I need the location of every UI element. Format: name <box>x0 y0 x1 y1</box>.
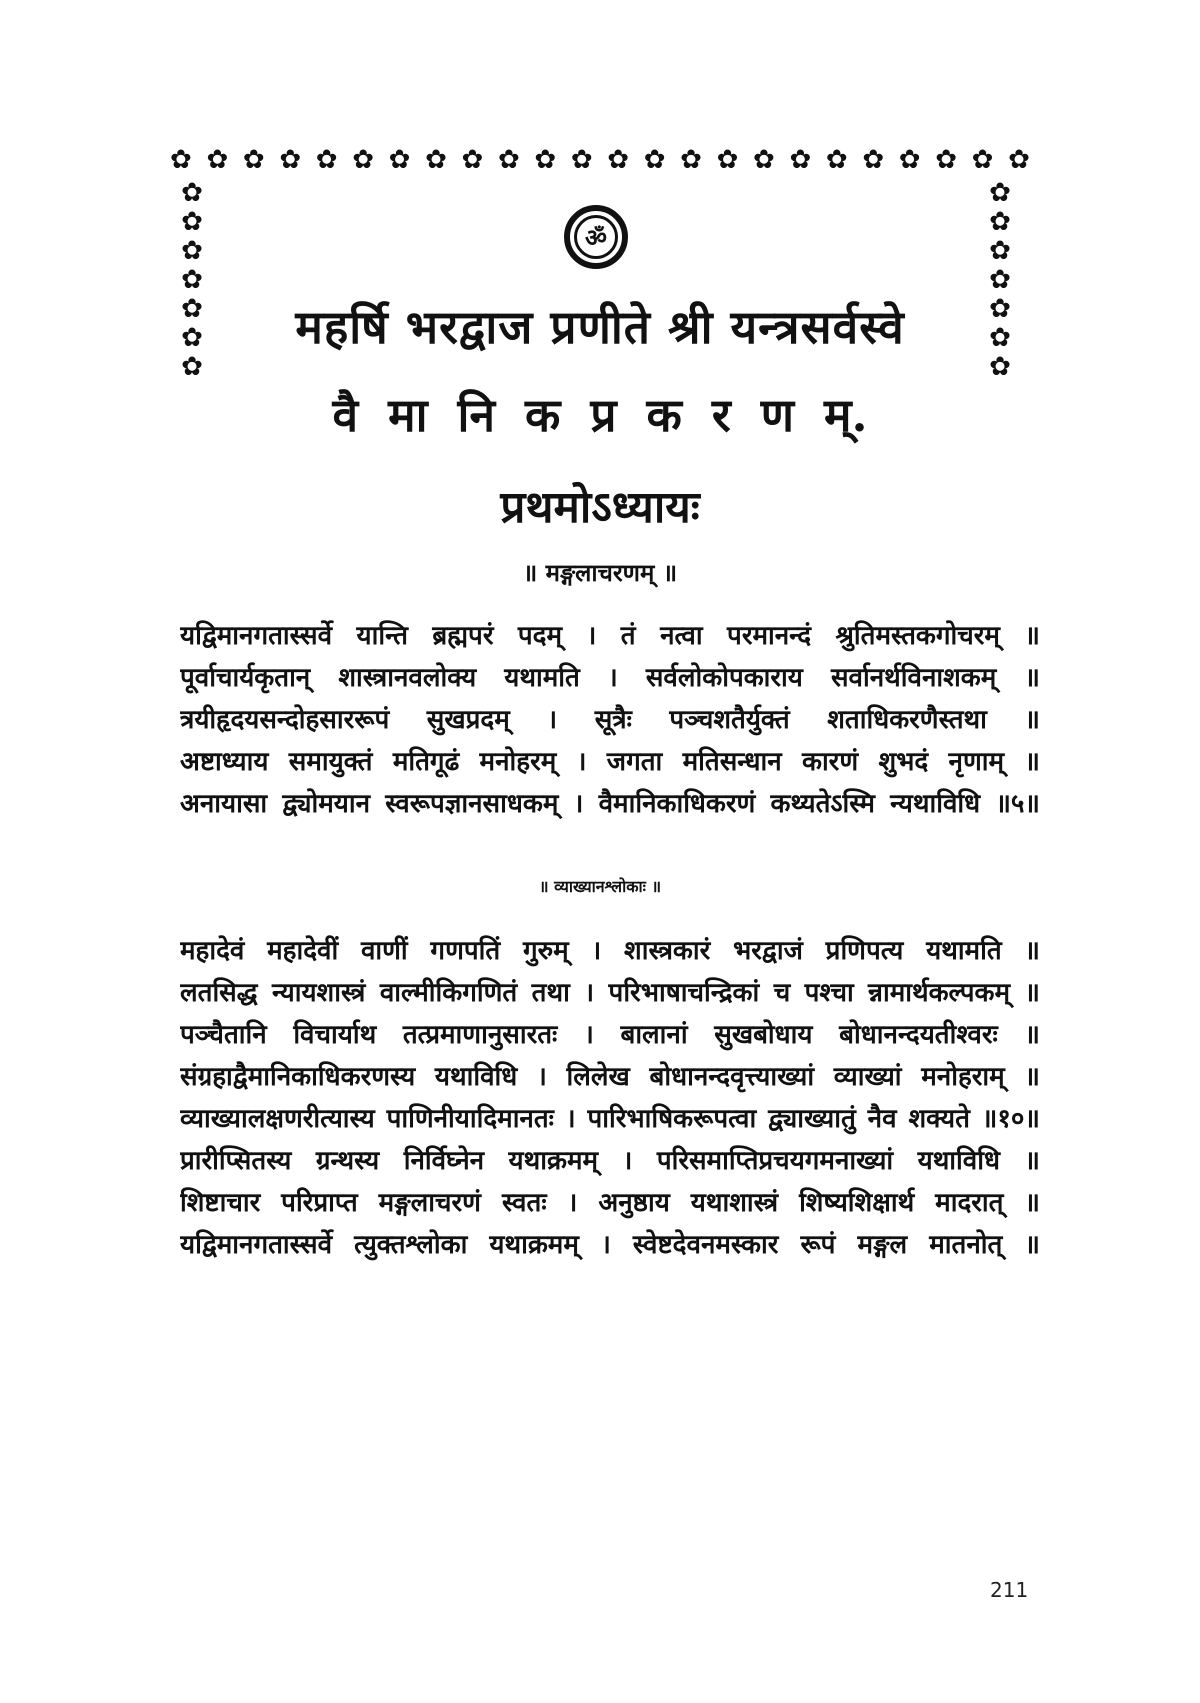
om-emblem <box>564 205 628 269</box>
ornamental-border-top <box>170 140 1030 180</box>
verse-line: संग्रहाद्वैमानिकाधिकरणस्य यथाविधि । लिलेख बोधानन्दवृत्त्याख्यां व्याख्यां मनोहराम् ॥ <box>180 1062 1040 1092</box>
flower-ornament-icon: ✿ <box>315 145 338 175</box>
flower-ornament-icon: ✿ <box>935 145 957 175</box>
flower-ornament-icon: ✿ <box>989 207 1011 237</box>
flower-ornament-icon: ✿ <box>989 323 1011 353</box>
verse-line: त्रयीहृदयसन्दोहसाररूपं सुखप्रदम् । सूत्रैः पञ्चशतैर्युक्तं शताधिकरणैस्तथा ॥ <box>180 705 1040 735</box>
section-heading-mangalacharanam: ॥ मङ्गलाचरणम् ॥ <box>522 558 678 587</box>
flower-ornament-icon: ✿ <box>971 145 994 175</box>
flower-ornament-icon: ✿ <box>989 178 1011 208</box>
verse-line: यद्विमानगतास्सर्वे त्युक्तश्लोका यथाक्रमम् । स्वेष्टदेवनमस्कार रूपं मङ्गल मातनोत् ॥ <box>180 1230 1040 1260</box>
ornamental-border-left <box>172 180 212 380</box>
ornamental-border-right <box>980 180 1020 380</box>
flower-ornament-icon: ✿ <box>388 145 411 175</box>
flower-ornament-icon: ✿ <box>242 145 265 175</box>
verse-line: अनायासा द्व्योमयान स्वरूपज्ञानसाधकम् । वैमानिकाधिकरणं कथ्यतेऽस्मि न्यथाविधि ॥५॥ <box>180 789 1040 819</box>
flower-ornament-icon: ✿ <box>170 145 192 175</box>
flower-ornament-icon: ✿ <box>570 145 593 175</box>
verse-line: यद्विमानगतास्सर्वे यान्ति ब्रह्मपरं पदम् । तं नत्वा परमानन्दं श्रुतिमस्तकगोचरम् ॥ <box>180 621 1040 651</box>
page-number: 211 <box>990 1578 1029 1602</box>
flower-ornament-icon: ✿ <box>989 236 1011 266</box>
flower-ornament-icon: ✿ <box>181 207 203 237</box>
flower-ornament-icon: ✿ <box>753 145 775 175</box>
verse-line: पूर्वाचार्यकृतान् शास्त्रानवलोक्य यथामति । सर्वलोकोपकाराय सर्वानर्थविनाशकम् ॥ <box>180 663 1040 693</box>
flower-ornament-icon: ✿ <box>181 236 203 266</box>
verse-line: शिष्टाचार परिप्राप्त मङ्गलाचरणं स्वतः । अनुष्ठाय यथाशास्त्रं शिष्यशिक्षार्थ मादरात् ॥ <box>180 1188 1040 1218</box>
verse-line: अष्टाध्याय समायुक्तं मतिगूढं मनोहरम् । जगता मतिसन्धान कारणं शुभदं नृणाम् ॥ <box>180 747 1040 777</box>
verse-line: प्रारीप्सितस्य ग्रन्थस्य निर्विघ्नेन यथाक्रमम् । परिसमाप्तिप्रचयगमनाख्यां यथाविधि ॥ <box>180 1146 1040 1176</box>
section-heading-vyakhyana-shlokas: ॥ व्याख्यानश्लोकाः ॥ <box>538 877 662 896</box>
flower-ornament-icon: ✿ <box>206 145 229 175</box>
flower-ornament-icon: ✿ <box>181 178 203 208</box>
flower-ornament-icon: ✿ <box>898 145 921 175</box>
flower-ornament-icon: ✿ <box>789 145 812 175</box>
flower-ornament-icon: ✿ <box>352 145 374 175</box>
flower-ornament-icon: ✿ <box>716 145 739 175</box>
verse-line: पञ्चैतानि विचार्याथ तत्प्रमाणानुसारतः । बालानां सुखबोधाय बोधानन्दयतीश्वरः ॥ <box>180 1020 1040 1050</box>
verse-line: लतसिद्ध न्यायशास्त्रं वाल्मीकिगणितं तथा । परिभाषाचन्द्रिकां च पश्चा न्नामार्थकल्पकम् ॥ <box>180 978 1040 1008</box>
flower-ornament-icon: ✿ <box>825 145 848 175</box>
flower-ornament-icon: ✿ <box>181 265 203 295</box>
flower-ornament-icon: ✿ <box>497 145 520 175</box>
flower-ornament-icon: ✿ <box>461 145 484 175</box>
flower-ornament-icon: ✿ <box>989 265 1011 295</box>
flower-ornament-icon: ✿ <box>989 294 1011 324</box>
flower-ornament-icon: ✿ <box>989 352 1011 382</box>
flower-ornament-icon: ✿ <box>534 145 557 175</box>
flower-ornament-icon: ✿ <box>680 145 702 175</box>
verse-block-vyakhyana <box>180 930 1040 1266</box>
book-title: महर्षि भरद्वाज प्रणीते श्री यन्त्रसर्वस्वे <box>295 300 905 354</box>
section-title: वै मा नि क प्र क र ण म्. <box>332 388 868 442</box>
flower-ornament-icon: ✿ <box>181 294 203 324</box>
flower-ornament-icon: ✿ <box>607 145 630 175</box>
flower-ornament-icon: ✿ <box>181 352 203 382</box>
flower-ornament-icon: ✿ <box>1008 145 1030 175</box>
verse-line: महादेवं महादेवीं वाणीं गणपतिं गुरुम् । शास्त्रकारं भरद्वाजं प्रणिपत्य यथामति ॥ <box>180 936 1040 966</box>
chapter-title: प्रथमोऽध्यायः <box>500 482 700 533</box>
om-icon: ॐ <box>574 215 618 259</box>
flower-ornament-icon: ✿ <box>279 145 302 175</box>
flower-ornament-icon: ✿ <box>425 145 447 175</box>
verse-line: व्याख्यालक्षणरीत्यास्य पाणिनीयादिमानतः । पारिभाषिकरूपत्वा द्व्याख्यातुं नैव शक्यते ॥१०॥ <box>180 1104 1040 1134</box>
flower-ornament-icon: ✿ <box>643 145 666 175</box>
flower-ornament-icon: ✿ <box>181 323 203 353</box>
flower-ornament-icon: ✿ <box>862 145 885 175</box>
verse-block-mangalacharanam <box>180 615 1040 825</box>
